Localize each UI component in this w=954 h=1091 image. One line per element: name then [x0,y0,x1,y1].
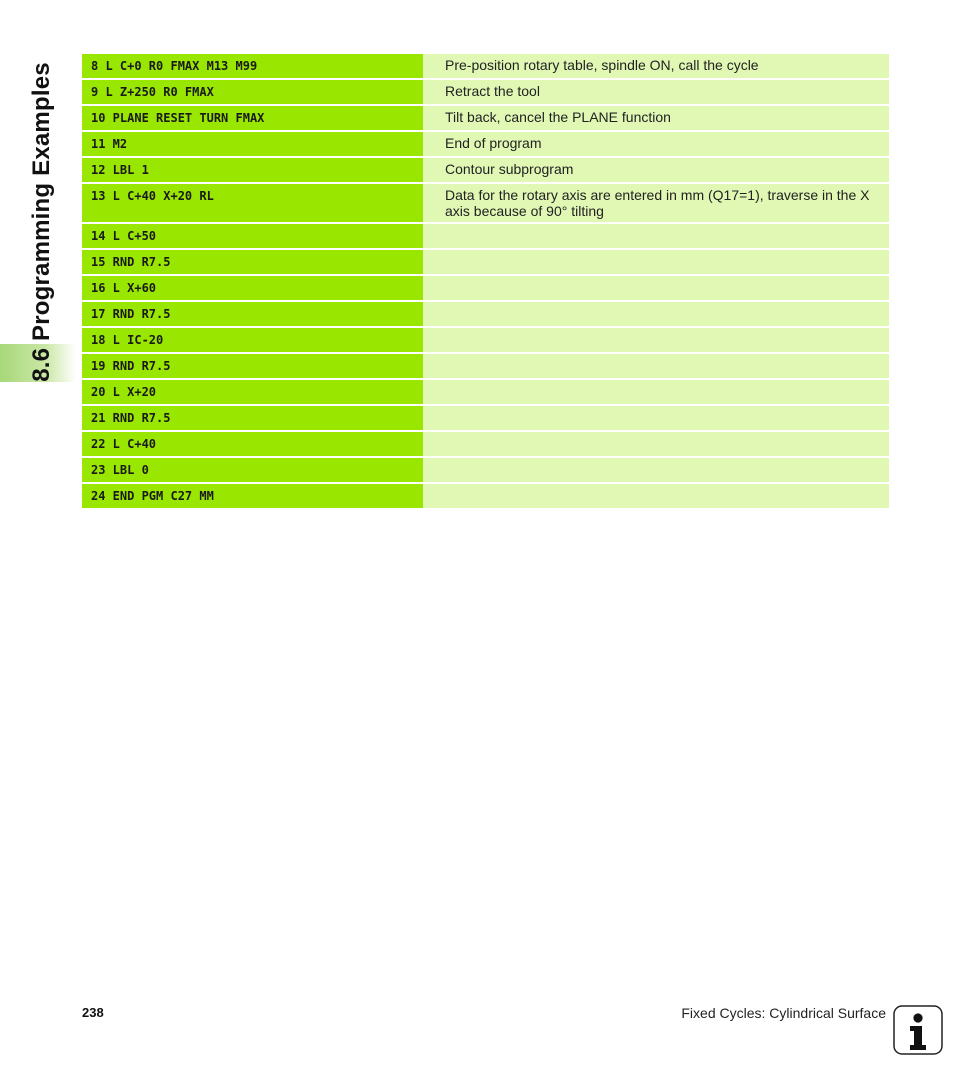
description-cell: Contour subprogram [423,158,889,182]
code-cell: 11 M2 [82,132,423,156]
code-cell: 12 LBL 1 [82,158,423,182]
info-icon [893,1005,943,1055]
code-cell: 14 L C+50 [82,224,423,248]
description-cell [423,276,889,300]
description-cell [423,380,889,404]
code-cell: 23 LBL 0 [82,458,423,482]
table-row [82,354,889,378]
description-cell [423,458,889,482]
chapter-title: Fixed Cycles: Cylindrical Surface [681,1005,886,1021]
table-row [82,80,889,104]
code-cell: 16 L X+60 [82,276,423,300]
table-row [82,328,889,352]
description-cell [423,406,889,430]
table-row [82,250,889,274]
code-cell: 9 L Z+250 R0 FMAX [82,80,423,104]
table-row [82,380,889,404]
description-cell [423,250,889,274]
code-cell: 18 L IC-20 [82,328,423,352]
table-row [82,302,889,326]
table-row [82,458,889,482]
code-cell: 10 PLANE RESET TURN FMAX [82,106,423,130]
code-cell: 17 RND R7.5 [82,302,423,326]
table-row [82,132,889,156]
table-row [82,106,889,130]
program-table [82,54,889,510]
section-title: 8.6 Programming Examples [28,62,55,382]
table-row [82,54,889,78]
description-cell: Pre-position rotary table, spindle ON, call the cycle [423,54,889,78]
code-cell: 20 L X+20 [82,380,423,404]
table-row [82,432,889,456]
description-cell: Tilt back, cancel the PLANE function [423,106,889,130]
code-cell: 8 L C+0 R0 FMAX M13 M99 [82,54,423,78]
table-row [82,484,889,508]
table-row [82,184,889,222]
code-cell: 19 RND R7.5 [82,354,423,378]
description-cell [423,432,889,456]
description-cell: End of program [423,132,889,156]
code-cell: 24 END PGM C27 MM [82,484,423,508]
page-number: 238 [82,1005,104,1020]
description-cell [423,354,889,378]
table-row [82,224,889,248]
table-row [82,158,889,182]
description-cell [423,224,889,248]
code-cell: 15 RND R7.5 [82,250,423,274]
code-cell: 21 RND R7.5 [82,406,423,430]
code-cell: 22 L C+40 [82,432,423,456]
table-row [82,406,889,430]
description-cell [423,302,889,326]
table-row [82,276,889,300]
description-cell [423,484,889,508]
code-cell: 13 L C+40 X+20 RL [82,184,423,222]
description-cell [423,328,889,352]
description-cell: Retract the tool [423,80,889,104]
description-cell: Data for the rotary axis are entered in mm (Q17=1), traverse in the X axis because of 90° tilting [423,184,889,222]
